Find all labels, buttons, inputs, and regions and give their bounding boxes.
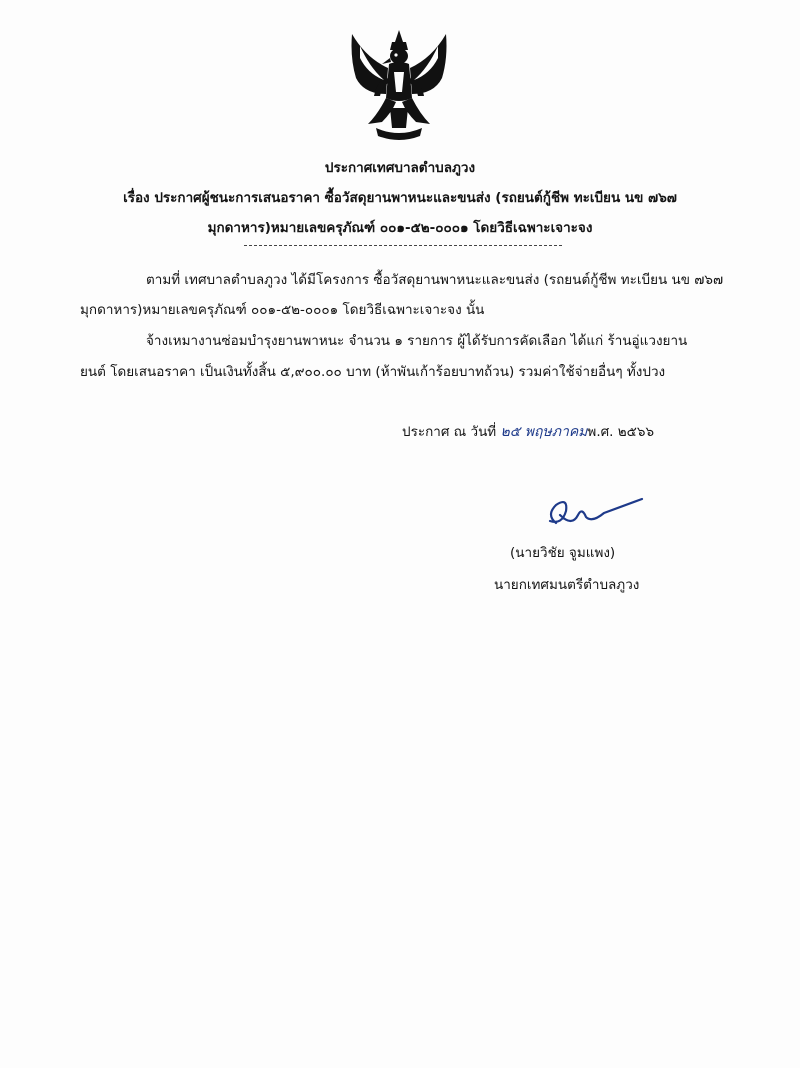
document-title: ประกาศเทศบาลตำบลภูวง [324,160,476,176]
body-line-1: ตามที่ เทศบาลตำบลภูวง ได้มีโครงการ ซื้อวัสดุยานพาหนะและขนส่ง (รถยนต์กู้ชีพ ทะเบียน นข ๗๖๗ [146,272,724,288]
body-line-2: มุกดาหาร)หมายเลขครุภัณฑ์ ๐๐๑-๕๒-๐๐๐๑ โดยวิธีเฉพาะเจาะจง นั้น [80,302,485,318]
subject-line-2: มุกดาหาร)หมายเลขครุภัณฑ์ ๐๐๑-๕๒-๐๐๐๑ โดยวิธีเฉพาะเจาะจง [207,220,593,236]
announcement-date [402,420,654,443]
handwritten-date: ๒๕ พฤษภาคม [500,424,588,440]
signature-mark [542,493,646,531]
signer-name: (นายวิชัย จูมแพง) [510,545,616,561]
signer-title: นายกเทศมนตรีตำบลภูวง [494,577,640,593]
body-line-4: ยนต์ โดยเสนอราคา เป็นเงินทั้งสิ้น ๕,๙๐๐.๐๐ บาท (ห้าพันเก้าร้อยบาทถ้วน) รวมค่าใช้จ่ายอื่นๆ ทั้งปวง [80,364,666,380]
announcement-year: พ.ศ. ๒๕๖๖ [587,424,655,440]
separator-rule [244,245,562,246]
announcement-prefix: ประกาศ ณ วันที่ [402,424,497,440]
body-line-3: จ้างเหมางานซ่อมบำรุงยานพาหนะ จำนวน ๑ รายการ ผู้ได้รับการคัดเลือก ได้แก่ ร้านอู่แวงยาน [146,333,688,349]
subject-line-1: เรื่อง ประกาศผู้ชนะการเสนอราคา ซื้อวัสดุยานพาหนะและขนส่ง (รถยนต์กู้ชีพ ทะเบียน นข ๗๖๗ [123,190,677,206]
garuda-emblem-icon [346,28,452,146]
